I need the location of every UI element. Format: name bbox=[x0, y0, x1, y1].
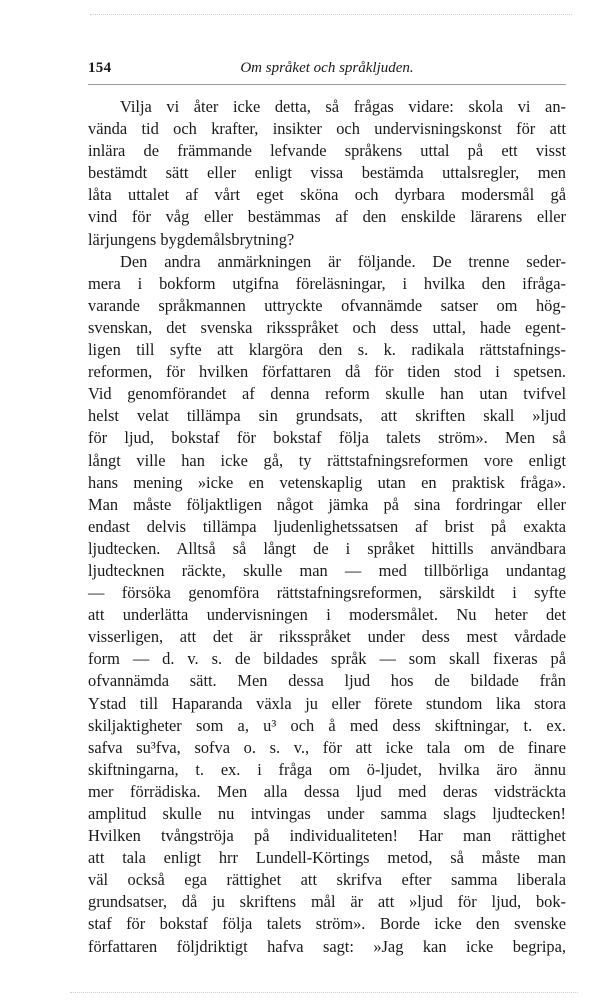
text-line: reformen, för hvilken författaren då för tiden stod i spetsen. bbox=[88, 362, 566, 382]
text-line: visserligen, att det är riksspråket under dess mest vårdade bbox=[88, 627, 566, 647]
text-line: långt ville han icke gå, ty rättstafningsreformen vore enligt bbox=[88, 450, 566, 470]
page-number: 154 bbox=[88, 60, 112, 76]
text-line: att underlätta undervisningen i modersmålet. Nu heter det bbox=[88, 605, 566, 625]
text-line: ligen till syfte att klargöra den s. k. radikala rättstafnings- bbox=[88, 340, 566, 360]
running-title: Om språket och språkljuden. bbox=[240, 60, 414, 76]
text-line: ljudtecken. Alltså så långt de i språket hittills användbara bbox=[88, 538, 566, 558]
text-line: Den andra anmärkningen är följande. De trenne seder- bbox=[120, 251, 566, 271]
text-line: grundsatser, då ju skriftens mål är att »ljud för ljud, bok- bbox=[88, 892, 566, 912]
text-line: hans mening »icke en vetenskaplig utan en praktisk fråga». bbox=[88, 472, 566, 492]
text-line: bestämdt sätt eller enligt vissa bestämda uttalsregler, men bbox=[88, 163, 566, 183]
text-line: vind för våg eller bestämmas af den enskilde lärarens eller bbox=[88, 207, 566, 227]
text-line: safva su³fva, sofva o. s. v., för att icke tala om de finare bbox=[88, 737, 566, 757]
text-line: ljudtecknen räckte, skulle man — med tillbörliga undantag bbox=[88, 560, 566, 580]
text-line: författaren följdriktigt hafva sagt: »Jag kan icke begripa, bbox=[88, 936, 566, 956]
text-line: skiljaktigheter som a, u³ och å med dess skiftningar, t. ex. bbox=[88, 715, 566, 735]
text-line: skiftningarna, t. ex. i fråga om ö-ljudet, hvilka äro ännu bbox=[88, 759, 566, 779]
text-line: — försöka genomföra rättstafningsreformen, särskildt i syfte bbox=[88, 583, 566, 603]
text-line: endast delvis tillämpa ljudenlighetssatsen af brist på exakta bbox=[88, 516, 566, 536]
text-line: Ystad till Haparanda växla ju eller förete stundom lika stora bbox=[88, 693, 566, 713]
body-text bbox=[88, 96, 566, 958]
page-header bbox=[88, 60, 566, 82]
text-line: lärjungens bygdemålsbrytning? bbox=[88, 229, 295, 249]
text-line: att tala enligt hrr Lundell-Körtings metod, så måste man bbox=[88, 848, 566, 868]
text-line: varande språkmannen uttryckte ofvannämde satser om hög- bbox=[88, 295, 566, 315]
text-line: ofvannämda sätt. Men dessa ljud hos de bildade från bbox=[88, 671, 566, 691]
text-line: för ljud, bokstaf för bokstaf följa talets ström». Men så bbox=[88, 428, 566, 448]
header-rule bbox=[88, 84, 566, 85]
text-line: mer förrädiska. Men alla dessa ljud med deras vidsträckta bbox=[88, 781, 566, 801]
text-line: svenskan, det svenska riksspråket och dess uttal, hade egent- bbox=[88, 317, 566, 337]
text-line: väl också ega rättighet att skrifva efter samma liberala bbox=[88, 870, 566, 890]
text-line: staf för bokstaf följa talets ström». Borde icke den svenske bbox=[88, 914, 566, 934]
text-line: form — d. v. s. de bildades språk — som skall fixeras på bbox=[88, 649, 566, 669]
top-edge-rule bbox=[90, 14, 572, 15]
text-line: mera i bokform utgifna föreläsningar, i hvilka den ifråga- bbox=[88, 273, 566, 293]
text-line: amplitud skulle nu intvingas under samma slags ljudtecken! bbox=[88, 804, 566, 823]
bottom-edge-rule bbox=[70, 992, 578, 993]
text-line: Vid genomförandet af denna reform skulle han utan tvifvel bbox=[88, 384, 566, 404]
text-line: Hvilken tvångströja på individualiteten! Har man rättighet bbox=[88, 826, 566, 846]
text-line: helst velat tillämpa sin grundsats, att skriften skall »ljud bbox=[88, 406, 566, 426]
text-line: Vilja vi åter icke detta, så frågas vidare: skola vi an- bbox=[120, 97, 566, 116]
text-line: vända tid och krafter, insikter och undervisningskonst för att bbox=[88, 119, 566, 139]
text-line: inlära de främmande lefvande språkens uttal på ett visst bbox=[88, 141, 566, 161]
text-line: låta uttalet af vårt eget sköna och dyrbara modersmål gå bbox=[88, 185, 566, 205]
text-line: Man måste följaktligen något jämka på sina fordringar eller bbox=[88, 494, 566, 514]
